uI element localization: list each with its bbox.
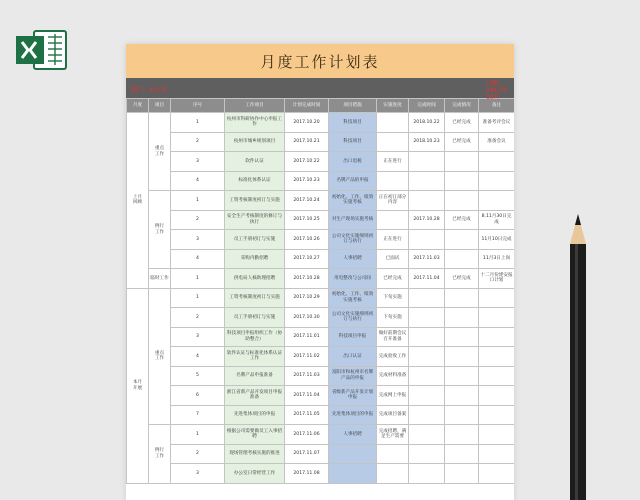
cell-note: 准备会议 [479, 132, 515, 152]
cell-planned-date: 2017.10.30 [285, 308, 329, 328]
cell-completed-date [409, 425, 445, 445]
table-row [127, 308, 515, 328]
cell-work-item: 软件认证 [225, 152, 285, 172]
cell-work-item: 科技项目申报组织工作（协助整合） [225, 327, 285, 347]
table-row [127, 171, 515, 191]
cell-status [445, 425, 479, 445]
header-row [127, 99, 515, 113]
cell-status [445, 327, 479, 347]
cell-month: 上月 回顾 [127, 113, 149, 289]
cell-measures: 初始化、工作、绩效实施考核 [329, 288, 377, 308]
cell-planned-date: 2017.11.08 [285, 464, 329, 484]
table-row [127, 269, 515, 289]
cell-completed-date [409, 347, 445, 367]
table-row [127, 444, 515, 464]
cell-progress [377, 210, 409, 230]
cell-progress: 完成材料准备 [377, 366, 409, 386]
cell-completed-date [409, 366, 445, 386]
cell-completed-date [409, 288, 445, 308]
cell-measures: 出口认证 [329, 347, 377, 367]
cell-measures: 科技项目申报 [329, 327, 377, 347]
col-status: 完成情况 [445, 99, 479, 113]
cell-note [479, 444, 515, 464]
cell-status: 已经完成 [445, 113, 479, 133]
cell-status [445, 444, 479, 464]
cell-progress: 下旬实施 [377, 288, 409, 308]
cell-completed-date [409, 444, 445, 464]
cell-measures: 科技项目 [329, 132, 377, 152]
cell-progress: 已面试 [377, 249, 409, 269]
cell-work-item: 工资考核制度初订与实施 [225, 191, 285, 211]
cell-measures: 科技项目 [329, 113, 377, 133]
cell-status [445, 230, 479, 250]
cell-work-item: 工资考核制度初订与实施 [225, 288, 285, 308]
pencil-icon [566, 214, 590, 500]
cell-planned-date: 2017.10.25 [285, 210, 329, 230]
cell-completed-date: 2017.11.03 [409, 249, 445, 269]
cell-no: 1 [171, 191, 225, 211]
cell-no: 3 [171, 230, 225, 250]
cell-progress: 完成网上申报 [377, 386, 409, 406]
cell-progress: 下旬实施 [377, 308, 409, 328]
cell-completed-date [409, 152, 445, 172]
cell-note: 11月10日完成 [479, 230, 515, 250]
table-row [127, 132, 515, 152]
table-row [127, 210, 515, 230]
cell-work-item: 供电局人核助理招聘 [225, 269, 285, 289]
table-row [127, 425, 515, 445]
cell-measures: 用电整改与公司间 [329, 269, 377, 289]
cell-progress: 正在进行 [377, 230, 409, 250]
table-row [127, 249, 515, 269]
cell-planned-date: 2017.10.29 [285, 288, 329, 308]
table-row [127, 347, 515, 367]
cell-planned-date: 2017.11.03 [285, 366, 329, 386]
cell-work-item: 根据公司需要做员工入事招聘 [225, 425, 285, 445]
cell-no: 3 [171, 327, 225, 347]
cell-month: 本月 开展 [127, 288, 149, 483]
cell-progress: 做好前期会议召开准备 [377, 327, 409, 347]
cell-planned-date: 2017.11.07 [285, 444, 329, 464]
cell-planned-date: 2017.10.24 [285, 191, 329, 211]
table-row [127, 113, 515, 133]
cell-progress: 完成验收工作 [377, 347, 409, 367]
cell-measures [329, 444, 377, 464]
department-label: 部门：办公室 [131, 87, 168, 94]
cell-no: 1 [171, 113, 225, 133]
col-completed-date: 完成时间 [409, 99, 445, 113]
cell-planned-date: 2017.11.04 [285, 386, 329, 406]
cell-status: 已经完成 [445, 132, 479, 152]
cell-status [445, 191, 479, 211]
cell-measures: 人事招聘 [329, 249, 377, 269]
cell-measures [329, 464, 377, 484]
cell-work-item: 杭州市科研协作中心申报工作 [225, 113, 285, 133]
table-row [127, 191, 515, 211]
cell-note: 准备考评会议 [479, 113, 515, 133]
cell-note [479, 171, 515, 191]
table-row [127, 288, 515, 308]
col-measures: 项目措施 [329, 99, 377, 113]
cell-no: 5 [171, 366, 225, 386]
cell-completed-date [409, 327, 445, 347]
cell-measures: 对生产现场实施考核 [329, 210, 377, 230]
cell-status [445, 171, 479, 191]
cell-note [479, 152, 515, 172]
cell-measures: 人事招聘 [329, 425, 377, 445]
cell-status [445, 405, 479, 425]
cell-progress: 完成招聘，满足生产需要 [377, 425, 409, 445]
cell-note [479, 191, 515, 211]
cell-work-item: 浙江省新产品开发项目申报准备 [225, 386, 285, 406]
cell-note [479, 308, 515, 328]
col-no: 序号 [171, 99, 225, 113]
plan-table [126, 98, 514, 484]
cell-completed-date: 2018.10.22 [409, 113, 445, 133]
cell-work-item: 软件认证与标准化体系认证工作 [225, 347, 285, 367]
table-row [127, 366, 515, 386]
col-planned-date: 计划完成时间 [285, 99, 329, 113]
cell-planned-date: 2017.10.28 [285, 269, 329, 289]
cell-no: 1 [171, 288, 225, 308]
cell-note [479, 405, 515, 425]
cell-note [479, 425, 515, 445]
cell-note [479, 327, 515, 347]
cell-note: 十二月份建安报口计划 [479, 269, 515, 289]
col-note: 备注 [479, 99, 515, 113]
cell-project: 例行 工作 [149, 191, 171, 269]
cell-progress: 已经完成 [377, 269, 409, 289]
cell-note [479, 347, 515, 367]
table-row [127, 327, 515, 347]
cell-measures: 出口退税 [329, 152, 377, 172]
cell-planned-date: 2017.11.05 [285, 405, 329, 425]
cell-planned-date: 2017.10.21 [285, 132, 329, 152]
cell-measures: 富阳市和杭州市名牌产品的申报 [329, 366, 377, 386]
cell-planned-date: 2017.10.26 [285, 230, 329, 250]
cell-note [479, 386, 515, 406]
cell-measures: 省级新产品开发计划申报 [329, 386, 377, 406]
cell-status [445, 152, 479, 172]
cell-work-item: 员工手册初订与实施 [225, 308, 285, 328]
cell-status: 已经完成 [445, 210, 479, 230]
cell-status [445, 249, 479, 269]
col-project: 项目 [149, 99, 171, 113]
cell-progress [377, 444, 409, 464]
cell-status [445, 308, 479, 328]
cell-status [445, 464, 479, 484]
cell-work-item: 现场管理考核实施的推进 [225, 444, 285, 464]
cell-completed-date [409, 171, 445, 191]
cell-planned-date: 2017.10.23 [285, 171, 329, 191]
cell-no: 6 [171, 386, 225, 406]
cell-progress [377, 132, 409, 152]
table-row [127, 464, 515, 484]
cell-no: 4 [171, 249, 225, 269]
cell-progress: 正在进行 [377, 152, 409, 172]
cell-completed-date [409, 464, 445, 484]
cell-planned-date: 2017.10.22 [285, 152, 329, 172]
table-row [127, 152, 515, 172]
excel-logo-icon [14, 28, 70, 72]
cell-progress: 正在初订部分内容 [377, 191, 409, 211]
cell-status: 已经完成 [445, 269, 479, 289]
cell-completed-date [409, 230, 445, 250]
cell-measures: 名牌产品的申报 [329, 171, 377, 191]
cell-no: 4 [171, 171, 225, 191]
cell-work-item: 员工手册初订与实施 [225, 230, 285, 250]
cell-planned-date: 2017.11.01 [285, 327, 329, 347]
cell-progress [377, 113, 409, 133]
cell-completed-date [409, 191, 445, 211]
cell-no: 7 [171, 405, 225, 425]
cell-project: 重点 工作 [149, 113, 171, 191]
cell-completed-date [409, 308, 445, 328]
worksheet [126, 44, 514, 500]
cell-work-item: 采购内勤招聘 [225, 249, 285, 269]
cell-no: 1 [171, 425, 225, 445]
cell-project: 重点 工作 [149, 288, 171, 425]
cell-no: 2 [171, 308, 225, 328]
cell-completed-date: 2018.10.23 [409, 132, 445, 152]
cell-no: 1 [171, 269, 225, 289]
info-bar [126, 78, 514, 101]
cell-note: 8.11月30日完成 [479, 210, 515, 230]
cell-project: 例行 工作 [149, 425, 171, 484]
cell-status [445, 386, 479, 406]
table-row [127, 230, 515, 250]
date-label: 日期：2017年 10月 [486, 80, 508, 101]
cell-work-item: 标准化体系认证 [225, 171, 285, 191]
cell-note [479, 464, 515, 484]
col-month: 月度 [127, 99, 149, 113]
cell-work-item: 名牌产品申报准备 [225, 366, 285, 386]
cell-no: 3 [171, 464, 225, 484]
cell-note [479, 288, 515, 308]
cell-measures: 公司文化实施细则初订与执行 [329, 230, 377, 250]
cell-work-item: 先进集体项目的申报 [225, 405, 285, 425]
cell-status [445, 347, 479, 367]
cell-note: 11月3日上岗 [479, 249, 515, 269]
table-row [127, 386, 515, 406]
cell-measures: 初始化、工作、绩效实施考核 [329, 191, 377, 211]
cell-completed-date: 2017.10.28 [409, 210, 445, 230]
cell-completed-date [409, 386, 445, 406]
col-progress: 实施进度 [377, 99, 409, 113]
cell-no: 2 [171, 210, 225, 230]
table-row [127, 405, 515, 425]
cell-work-item: 安全生产考核制度的修订与执行 [225, 210, 285, 230]
cell-no: 2 [171, 132, 225, 152]
cell-project: 临时工作 [149, 269, 171, 289]
cell-measures: 先进集体项目的申报 [329, 405, 377, 425]
cell-status [445, 288, 479, 308]
cell-progress [377, 171, 409, 191]
cell-progress [377, 464, 409, 484]
cell-completed-date [409, 405, 445, 425]
cell-planned-date: 2017.11.06 [285, 425, 329, 445]
cell-completed-date: 2017.11.04 [409, 269, 445, 289]
cell-planned-date: 2017.10.20 [285, 113, 329, 133]
col-work-item: 工作项目 [225, 99, 285, 113]
cell-work-item: 杭州市城乡规划项目 [225, 132, 285, 152]
cell-no: 4 [171, 347, 225, 367]
cell-no: 2 [171, 444, 225, 464]
cell-planned-date: 2017.10.27 [285, 249, 329, 269]
cell-note [479, 366, 515, 386]
sheet-title: 月度工作计划表 [126, 44, 514, 78]
cell-progress: 完成项目备案 [377, 405, 409, 425]
cell-work-item: 办公室日常经营工作 [225, 464, 285, 484]
cell-measures: 公司文化实施细则初订与执行 [329, 308, 377, 328]
cell-no: 3 [171, 152, 225, 172]
cell-planned-date: 2017.11.02 [285, 347, 329, 367]
cell-status [445, 366, 479, 386]
